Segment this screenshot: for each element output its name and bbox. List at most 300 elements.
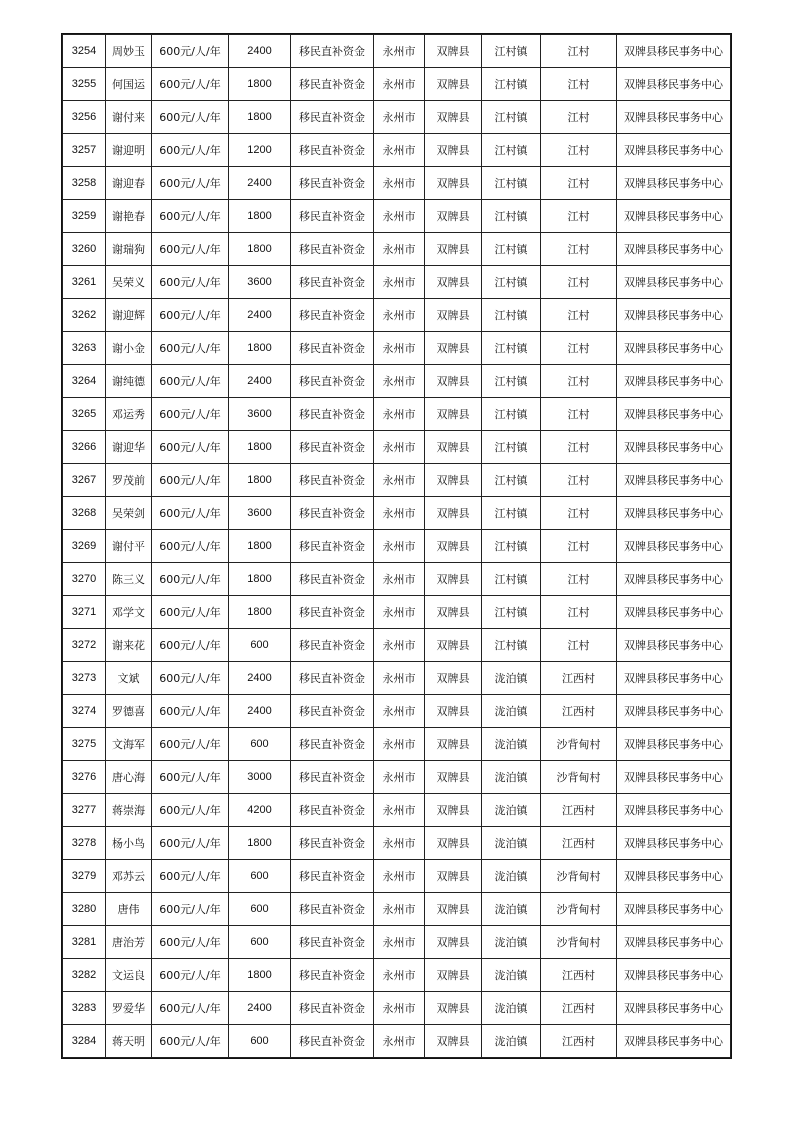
name-cell: 罗茂前 (106, 464, 152, 497)
county-cell: 双牌县 (425, 1025, 482, 1058)
town-cell: 泷泊镇 (482, 827, 541, 860)
town-cell: 泷泊镇 (482, 893, 541, 926)
city-cell: 永州市 (374, 662, 425, 695)
town-cell: 江村镇 (482, 332, 541, 365)
name-cell: 唐伟 (106, 893, 152, 926)
name-cell: 吴荣剑 (106, 497, 152, 530)
village-cell: 沙背甸村 (541, 893, 617, 926)
organization-cell: 双牌县移民事务中心 (617, 332, 731, 365)
village-cell: 沙背甸村 (541, 860, 617, 893)
fund-type-cell: 移民直补资金 (291, 101, 374, 134)
name-cell: 谢艳春 (106, 200, 152, 233)
county-cell: 双牌县 (425, 893, 482, 926)
fund-type-cell: 移民直补资金 (291, 1025, 374, 1058)
fund-type-cell: 移民直补资金 (291, 464, 374, 497)
row-number-cell: 3265 (63, 398, 106, 431)
name-cell: 蒋天明 (106, 1025, 152, 1058)
organization-cell: 双牌县移民事务中心 (617, 629, 731, 662)
rate-cell: 600元/人/年 (152, 431, 229, 464)
rate-cell: 600元/人/年 (152, 266, 229, 299)
table-row (63, 695, 731, 728)
town-cell: 江村镇 (482, 101, 541, 134)
organization-cell: 双牌县移民事务中心 (617, 761, 731, 794)
table-row (63, 299, 731, 332)
city-cell: 永州市 (374, 563, 425, 596)
amount-cell: 1800 (229, 464, 291, 497)
amount-cell: 2400 (229, 299, 291, 332)
row-number-cell: 3284 (63, 1025, 106, 1058)
name-cell: 唐治芳 (106, 926, 152, 959)
amount-cell: 1200 (229, 134, 291, 167)
organization-cell: 双牌县移民事务中心 (617, 200, 731, 233)
county-cell: 双牌县 (425, 266, 482, 299)
village-cell: 江村 (541, 398, 617, 431)
organization-cell: 双牌县移民事务中心 (617, 530, 731, 563)
table-row (63, 893, 731, 926)
rate-cell: 600元/人/年 (152, 695, 229, 728)
table-row (63, 992, 731, 1025)
village-cell: 江村 (541, 134, 617, 167)
rate-cell: 600元/人/年 (152, 563, 229, 596)
city-cell: 永州市 (374, 860, 425, 893)
city-cell: 永州市 (374, 1025, 425, 1058)
fund-type-cell: 移民直补资金 (291, 893, 374, 926)
organization-cell: 双牌县移民事务中心 (617, 101, 731, 134)
table-row (63, 629, 731, 662)
fund-type-cell: 移民直补资金 (291, 827, 374, 860)
organization-cell: 双牌县移民事务中心 (617, 35, 731, 68)
amount-cell: 600 (229, 893, 291, 926)
name-cell: 谢瑞狗 (106, 233, 152, 266)
city-cell: 永州市 (374, 629, 425, 662)
town-cell: 江村镇 (482, 629, 541, 662)
amount-cell: 1800 (229, 596, 291, 629)
row-number-cell: 3269 (63, 530, 106, 563)
fund-type-cell: 移民直补资金 (291, 266, 374, 299)
city-cell: 永州市 (374, 926, 425, 959)
name-cell: 谢小金 (106, 332, 152, 365)
village-cell: 江村 (541, 596, 617, 629)
organization-cell: 双牌县移民事务中心 (617, 134, 731, 167)
row-number-cell: 3257 (63, 134, 106, 167)
fund-type-cell: 移民直补资金 (291, 662, 374, 695)
amount-cell: 1800 (229, 431, 291, 464)
city-cell: 永州市 (374, 497, 425, 530)
town-cell: 江村镇 (482, 35, 541, 68)
name-cell: 罗德喜 (106, 695, 152, 728)
rate-cell: 600元/人/年 (152, 827, 229, 860)
row-number-cell: 3258 (63, 167, 106, 200)
village-cell: 江村 (541, 332, 617, 365)
village-cell: 江村 (541, 431, 617, 464)
fund-type-cell: 移民直补资金 (291, 959, 374, 992)
town-cell: 江村镇 (482, 596, 541, 629)
village-cell: 江西村 (541, 662, 617, 695)
name-cell: 谢来花 (106, 629, 152, 662)
town-cell: 泷泊镇 (482, 1025, 541, 1058)
county-cell: 双牌县 (425, 629, 482, 662)
table-row (63, 35, 731, 68)
town-cell: 泷泊镇 (482, 695, 541, 728)
name-cell: 谢迎辉 (106, 299, 152, 332)
organization-cell: 双牌县移民事务中心 (617, 398, 731, 431)
table-row (63, 662, 731, 695)
fund-type-cell: 移民直补资金 (291, 629, 374, 662)
county-cell: 双牌县 (425, 728, 482, 761)
amount-cell: 1800 (229, 827, 291, 860)
rate-cell: 600元/人/年 (152, 530, 229, 563)
town-cell: 泷泊镇 (482, 926, 541, 959)
table-row (63, 794, 731, 827)
row-number-cell: 3273 (63, 662, 106, 695)
name-cell: 邓苏云 (106, 860, 152, 893)
row-number-cell: 3260 (63, 233, 106, 266)
rate-cell: 600元/人/年 (152, 926, 229, 959)
county-cell: 双牌县 (425, 530, 482, 563)
village-cell: 江西村 (541, 695, 617, 728)
county-cell: 双牌县 (425, 68, 482, 101)
name-cell: 陈三义 (106, 563, 152, 596)
organization-cell: 双牌县移民事务中心 (617, 233, 731, 266)
fund-type-cell: 移民直补资金 (291, 398, 374, 431)
amount-cell: 1800 (229, 563, 291, 596)
fund-type-cell: 移民直补资金 (291, 728, 374, 761)
village-cell: 沙背甸村 (541, 728, 617, 761)
county-cell: 双牌县 (425, 365, 482, 398)
amount-cell: 2400 (229, 35, 291, 68)
amount-cell: 1800 (229, 332, 291, 365)
village-cell: 江村 (541, 200, 617, 233)
village-cell: 江村 (541, 266, 617, 299)
county-cell: 双牌县 (425, 134, 482, 167)
table-row (63, 332, 731, 365)
row-number-cell: 3256 (63, 101, 106, 134)
village-cell: 江村 (541, 68, 617, 101)
county-cell: 双牌县 (425, 959, 482, 992)
fund-type-cell: 移民直补资金 (291, 68, 374, 101)
amount-cell: 3000 (229, 761, 291, 794)
village-cell: 江西村 (541, 794, 617, 827)
amount-cell: 600 (229, 1025, 291, 1058)
amount-cell: 2400 (229, 695, 291, 728)
organization-cell: 双牌县移民事务中心 (617, 893, 731, 926)
city-cell: 永州市 (374, 761, 425, 794)
row-number-cell: 3277 (63, 794, 106, 827)
table-row (63, 497, 731, 530)
fund-type-cell: 移民直补资金 (291, 761, 374, 794)
county-cell: 双牌县 (425, 101, 482, 134)
name-cell: 谢付平 (106, 530, 152, 563)
row-number-cell: 3270 (63, 563, 106, 596)
amount-cell: 600 (229, 629, 291, 662)
town-cell: 江村镇 (482, 530, 541, 563)
name-cell: 文运良 (106, 959, 152, 992)
town-cell: 泷泊镇 (482, 860, 541, 893)
town-cell: 泷泊镇 (482, 959, 541, 992)
rate-cell: 600元/人/年 (152, 464, 229, 497)
table-row (63, 167, 731, 200)
organization-cell: 双牌县移民事务中心 (617, 167, 731, 200)
row-number-cell: 3272 (63, 629, 106, 662)
county-cell: 双牌县 (425, 167, 482, 200)
row-number-cell: 3281 (63, 926, 106, 959)
name-cell: 邓学文 (106, 596, 152, 629)
name-cell: 蒋崇海 (106, 794, 152, 827)
county-cell: 双牌县 (425, 431, 482, 464)
table-row (63, 464, 731, 497)
rate-cell: 600元/人/年 (152, 167, 229, 200)
city-cell: 永州市 (374, 101, 425, 134)
county-cell: 双牌县 (425, 596, 482, 629)
city-cell: 永州市 (374, 134, 425, 167)
village-cell: 江村 (541, 35, 617, 68)
town-cell: 江村镇 (482, 365, 541, 398)
county-cell: 双牌县 (425, 200, 482, 233)
rate-cell: 600元/人/年 (152, 233, 229, 266)
row-number-cell: 3274 (63, 695, 106, 728)
row-number-cell: 3280 (63, 893, 106, 926)
name-cell: 唐心海 (106, 761, 152, 794)
table-row (63, 200, 731, 233)
city-cell: 永州市 (374, 233, 425, 266)
rate-cell: 600元/人/年 (152, 860, 229, 893)
rate-cell: 600元/人/年 (152, 728, 229, 761)
row-number-cell: 3262 (63, 299, 106, 332)
name-cell: 谢迎明 (106, 134, 152, 167)
organization-cell: 双牌县移民事务中心 (617, 497, 731, 530)
town-cell: 泷泊镇 (482, 728, 541, 761)
fund-type-cell: 移民直补资金 (291, 530, 374, 563)
row-number-cell: 3275 (63, 728, 106, 761)
row-number-cell: 3261 (63, 266, 106, 299)
name-cell: 周妙玉 (106, 35, 152, 68)
fund-type-cell: 移民直补资金 (291, 926, 374, 959)
fund-type-cell: 移民直补资金 (291, 794, 374, 827)
city-cell: 永州市 (374, 596, 425, 629)
city-cell: 永州市 (374, 695, 425, 728)
organization-cell: 双牌县移民事务中心 (617, 662, 731, 695)
town-cell: 江村镇 (482, 167, 541, 200)
town-cell: 江村镇 (482, 563, 541, 596)
fund-type-cell: 移民直补资金 (291, 299, 374, 332)
rate-cell: 600元/人/年 (152, 398, 229, 431)
fund-type-cell: 移民直补资金 (291, 497, 374, 530)
name-cell: 文斌 (106, 662, 152, 695)
county-cell: 双牌县 (425, 299, 482, 332)
name-cell: 何国运 (106, 68, 152, 101)
rate-cell: 600元/人/年 (152, 629, 229, 662)
town-cell: 江村镇 (482, 464, 541, 497)
village-cell: 江村 (541, 497, 617, 530)
city-cell: 永州市 (374, 959, 425, 992)
rate-cell: 600元/人/年 (152, 35, 229, 68)
county-cell: 双牌县 (425, 662, 482, 695)
organization-cell: 双牌县移民事务中心 (617, 1025, 731, 1058)
table-row (63, 530, 731, 563)
fund-type-cell: 移民直补资金 (291, 860, 374, 893)
name-cell: 谢迎春 (106, 167, 152, 200)
table-row (63, 398, 731, 431)
county-cell: 双牌县 (425, 860, 482, 893)
row-number-cell: 3254 (63, 35, 106, 68)
village-cell: 江西村 (541, 827, 617, 860)
county-cell: 双牌县 (425, 332, 482, 365)
table-row (63, 728, 731, 761)
name-cell: 杨小鸟 (106, 827, 152, 860)
organization-cell: 双牌县移民事务中心 (617, 959, 731, 992)
city-cell: 永州市 (374, 794, 425, 827)
county-cell: 双牌县 (425, 497, 482, 530)
city-cell: 永州市 (374, 167, 425, 200)
rate-cell: 600元/人/年 (152, 101, 229, 134)
rate-cell: 600元/人/年 (152, 497, 229, 530)
row-number-cell: 3268 (63, 497, 106, 530)
rate-cell: 600元/人/年 (152, 68, 229, 101)
table-row (63, 827, 731, 860)
amount-cell: 2400 (229, 662, 291, 695)
town-cell: 江村镇 (482, 398, 541, 431)
organization-cell: 双牌县移民事务中心 (617, 827, 731, 860)
rate-cell: 600元/人/年 (152, 761, 229, 794)
city-cell: 永州市 (374, 827, 425, 860)
rate-cell: 600元/人/年 (152, 200, 229, 233)
table-row (63, 860, 731, 893)
fund-type-cell: 移民直补资金 (291, 134, 374, 167)
rate-cell: 600元/人/年 (152, 596, 229, 629)
amount-cell: 4200 (229, 794, 291, 827)
name-cell: 吴荣义 (106, 266, 152, 299)
town-cell: 泷泊镇 (482, 992, 541, 1025)
fund-type-cell: 移民直补资金 (291, 365, 374, 398)
organization-cell: 双牌县移民事务中心 (617, 728, 731, 761)
fund-type-cell: 移民直补资金 (291, 233, 374, 266)
organization-cell: 双牌县移民事务中心 (617, 266, 731, 299)
name-cell: 罗爱华 (106, 992, 152, 1025)
table-row (63, 596, 731, 629)
city-cell: 永州市 (374, 530, 425, 563)
amount-cell: 1800 (229, 68, 291, 101)
village-cell: 江西村 (541, 959, 617, 992)
county-cell: 双牌县 (425, 761, 482, 794)
county-cell: 双牌县 (425, 398, 482, 431)
village-cell: 江村 (541, 365, 617, 398)
row-number-cell: 3266 (63, 431, 106, 464)
fund-type-cell: 移民直补资金 (291, 992, 374, 1025)
amount-cell: 1800 (229, 233, 291, 266)
county-cell: 双牌县 (425, 794, 482, 827)
row-number-cell: 3267 (63, 464, 106, 497)
table-row (63, 101, 731, 134)
village-cell: 沙背甸村 (541, 926, 617, 959)
organization-cell: 双牌县移民事务中心 (617, 926, 731, 959)
county-cell: 双牌县 (425, 992, 482, 1025)
city-cell: 永州市 (374, 893, 425, 926)
county-cell: 双牌县 (425, 35, 482, 68)
table-row (63, 266, 731, 299)
table-row (63, 134, 731, 167)
organization-cell: 双牌县移民事务中心 (617, 695, 731, 728)
row-number-cell: 3264 (63, 365, 106, 398)
town-cell: 江村镇 (482, 266, 541, 299)
amount-cell: 2400 (229, 992, 291, 1025)
table-row (63, 1025, 731, 1058)
organization-cell: 双牌县移民事务中心 (617, 992, 731, 1025)
table-row (63, 926, 731, 959)
table-row (63, 563, 731, 596)
rate-cell: 600元/人/年 (152, 893, 229, 926)
organization-cell: 双牌县移民事务中心 (617, 365, 731, 398)
amount-cell: 2400 (229, 365, 291, 398)
city-cell: 永州市 (374, 431, 425, 464)
organization-cell: 双牌县移民事务中心 (617, 563, 731, 596)
city-cell: 永州市 (374, 68, 425, 101)
row-number-cell: 3263 (63, 332, 106, 365)
city-cell: 永州市 (374, 464, 425, 497)
city-cell: 永州市 (374, 992, 425, 1025)
fund-type-cell: 移民直补资金 (291, 332, 374, 365)
fund-type-cell: 移民直补资金 (291, 167, 374, 200)
row-number-cell: 3282 (63, 959, 106, 992)
row-number-cell: 3271 (63, 596, 106, 629)
county-cell: 双牌县 (425, 233, 482, 266)
organization-cell: 双牌县移民事务中心 (617, 794, 731, 827)
rate-cell: 600元/人/年 (152, 662, 229, 695)
city-cell: 永州市 (374, 365, 425, 398)
town-cell: 泷泊镇 (482, 662, 541, 695)
organization-cell: 双牌县移民事务中心 (617, 299, 731, 332)
fund-type-cell: 移民直补资金 (291, 695, 374, 728)
city-cell: 永州市 (374, 398, 425, 431)
village-cell: 江村 (541, 299, 617, 332)
village-cell: 江村 (541, 629, 617, 662)
row-number-cell: 3278 (63, 827, 106, 860)
town-cell: 江村镇 (482, 68, 541, 101)
row-number-cell: 3255 (63, 68, 106, 101)
city-cell: 永州市 (374, 35, 425, 68)
table-row (63, 365, 731, 398)
fund-type-cell: 移民直补资金 (291, 431, 374, 464)
town-cell: 江村镇 (482, 497, 541, 530)
organization-cell: 双牌县移民事务中心 (617, 596, 731, 629)
name-cell: 邓运秀 (106, 398, 152, 431)
amount-cell: 3600 (229, 497, 291, 530)
table-row (63, 959, 731, 992)
fund-type-cell: 移民直补资金 (291, 563, 374, 596)
county-cell: 双牌县 (425, 563, 482, 596)
rate-cell: 600元/人/年 (152, 794, 229, 827)
organization-cell: 双牌县移民事务中心 (617, 68, 731, 101)
amount-cell: 1800 (229, 200, 291, 233)
row-number-cell: 3279 (63, 860, 106, 893)
city-cell: 永州市 (374, 200, 425, 233)
organization-cell: 双牌县移民事务中心 (617, 431, 731, 464)
village-cell: 江村 (541, 563, 617, 596)
name-cell: 谢迎华 (106, 431, 152, 464)
fund-type-cell: 移民直补资金 (291, 200, 374, 233)
fund-type-cell: 移民直补资金 (291, 596, 374, 629)
name-cell: 谢付来 (106, 101, 152, 134)
village-cell: 江西村 (541, 992, 617, 1025)
town-cell: 江村镇 (482, 299, 541, 332)
amount-cell: 1800 (229, 101, 291, 134)
city-cell: 永州市 (374, 332, 425, 365)
fund-type-cell: 移民直补资金 (291, 35, 374, 68)
town-cell: 江村镇 (482, 233, 541, 266)
city-cell: 永州市 (374, 728, 425, 761)
amount-cell: 600 (229, 728, 291, 761)
amount-cell: 1800 (229, 530, 291, 563)
table-row (63, 761, 731, 794)
